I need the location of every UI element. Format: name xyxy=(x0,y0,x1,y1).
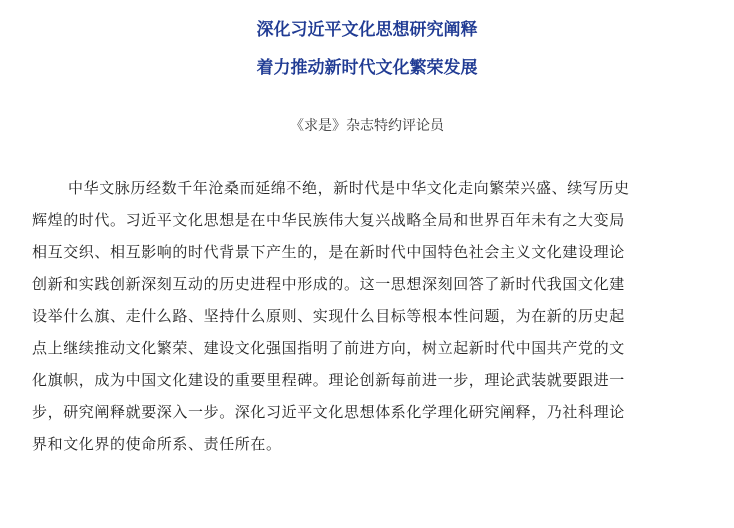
paragraph-line: 中华文脉历经数千年沧桑而延绵不绝，新时代是中华文化走向繁荣兴盛、续写历史 xyxy=(68,179,630,197)
paragraph-line: 设举什么旗、走什么路、坚持什么原则、实现什么目标等根本性问题，为在新的历史起 xyxy=(32,307,625,325)
article-paragraph xyxy=(32,172,702,460)
paragraph-line: 化旗帜，成为中国文化建设的重要里程碑。理论创新每前进一步，理论武装就要跟进一 xyxy=(32,371,625,389)
paragraph-line: 点上继续推动文化繁荣、建设文化强国指明了前进方向，树立起新时代中国共产党的文 xyxy=(32,339,625,357)
paragraph-line: 界和文化界的使命所系、责任所在。 xyxy=(32,435,282,453)
paragraph-line: 相互交织、相互影响的时代背景下产生的，是在新时代中国特色社会主义文化建设理论 xyxy=(32,243,625,261)
paragraph-line: 创新和实践创新深刻互动的历史进程中形成的。这一思想深刻回答了新时代我国文化建 xyxy=(32,275,625,293)
paragraph-line: 步，研究阐释就要深入一步。深化习近平文化思想体系化学理化研究阐释，乃社科理论 xyxy=(32,403,625,421)
article-title-line-1: 深化习近平文化思想研究阐释 xyxy=(256,20,478,40)
paragraph-line: 辉煌的时代。习近平文化思想是在中华民族伟大复兴战略全局和世界百年未有之大变局 xyxy=(32,211,625,229)
article-byline: 《求是》杂志特约评论员 xyxy=(290,118,444,134)
article-title-line-2: 着力推动新时代文化繁荣发展 xyxy=(256,58,478,78)
